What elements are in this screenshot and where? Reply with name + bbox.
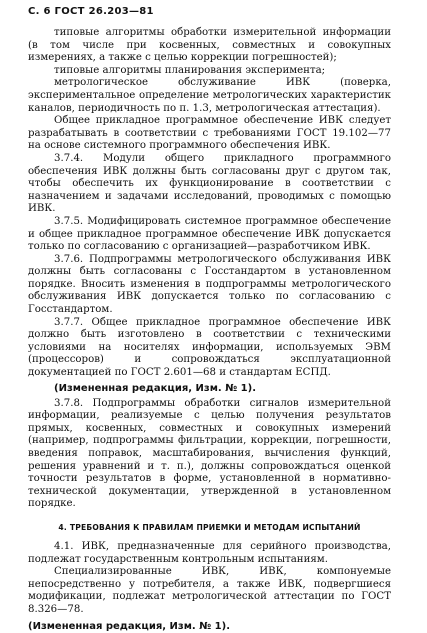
amendment-note-1: (Измененная редакция, Изм. № 1). bbox=[54, 382, 257, 394]
paragraph-metrological-service: метрологическое обслуживание ИВК (поверка, экспериментальное определение метрологических характеристик каналов, периодичность по п. 1.3, метрологическая аттестация). bbox=[28, 77, 391, 114]
paragraph-4-1: 4.1. ИВК, предназначенные для серийного производства, подлежат государственным контрольным испытаниям. bbox=[28, 540, 391, 565]
paragraph-3-7-7: 3.7.7. Общее прикладное программное обеспечение ИВК должно быть изготовлено в соответствии с техническими условиями на носителях информации, используемых ЭВМ (процессоров) и сопровождаться эксплуатационной документацией по ГОСТ 2.601—68 и стандартам ЕСПД. bbox=[28, 316, 391, 379]
page-header: С. 6 ГОСТ 26.203—81 bbox=[28, 6, 154, 17]
paragraph-3-7-4: 3.7.4. Модули общего прикладного программного обеспечения ИВК должны быть согласованы друг с другом так, чтобы обеспечить их функционирование в соответствии с назначением и задачами исследований, проводимых с помощью ИВК. bbox=[28, 152, 391, 215]
paragraph-4-1-specialized: Специализированные ИВК, ИВК, компонуемые непосредственно у потребителя, а также ИВК, подвергшиеся модификации, подлежат метрологической аттестации по ГОСТ 8.326—78. bbox=[28, 566, 391, 615]
paragraph-3-7-6: 3.7.6. Подпрограммы метрологического обслуживания ИВК должны быть согласованы с Госстандартом в установленном порядке. Вносить изменения в подпрограммы метрологического обслуживания ИВК допускается только по согласованию с Госстандартом. bbox=[28, 253, 391, 316]
amendment-note-2: (Измененная редакция, Изм. № 1). bbox=[28, 620, 231, 632]
section-title-4: 4. ТРЕБОВАНИЯ К ПРАВИЛАМ ПРИЕМКИ И МЕТОДАМ ИСПЫТАНИЙ bbox=[58, 522, 361, 532]
paragraph-3-7-8: 3.7.8. Подпрограммы обработки сигналов измерительной информации, реализуемые с целью получения результатов прямых, косвенных, совместных и совокупных измерений (например, подпрограммы фильтрации, коррекции, погрешности, введения поправок, масштабирования, вычисления функций, решения уравнений и т. п.), должны сопровождаться оценкой точности результатов в форме, установленной в нормативно-технической документации, утвержденной в установленном порядке. bbox=[28, 397, 391, 510]
paragraph-algorithms-processing: типовые алгоритмы обработки измерительной информации (в том числе при косвенных, совместных и совокупных измерениях, а также с целью коррекции погрешностей); bbox=[28, 27, 391, 64]
paragraph-algorithms-planning: типовые алгоритмы планирования эксперимента; bbox=[54, 64, 326, 76]
paragraph-3-7-5: 3.7.5. Модифицировать системное программное обеспечение и общее прикладное программное обеспечение ИВК допускается только по согласованию с организацией—разработчиком ИВК. bbox=[28, 215, 391, 253]
paragraph-general-software: Общее прикладное программное обеспечение ИВК следует разрабатывать в соответствии с требованиями ГОСТ 19.102—77 на основе системного программного обеспечения ИВК. bbox=[28, 115, 391, 152]
